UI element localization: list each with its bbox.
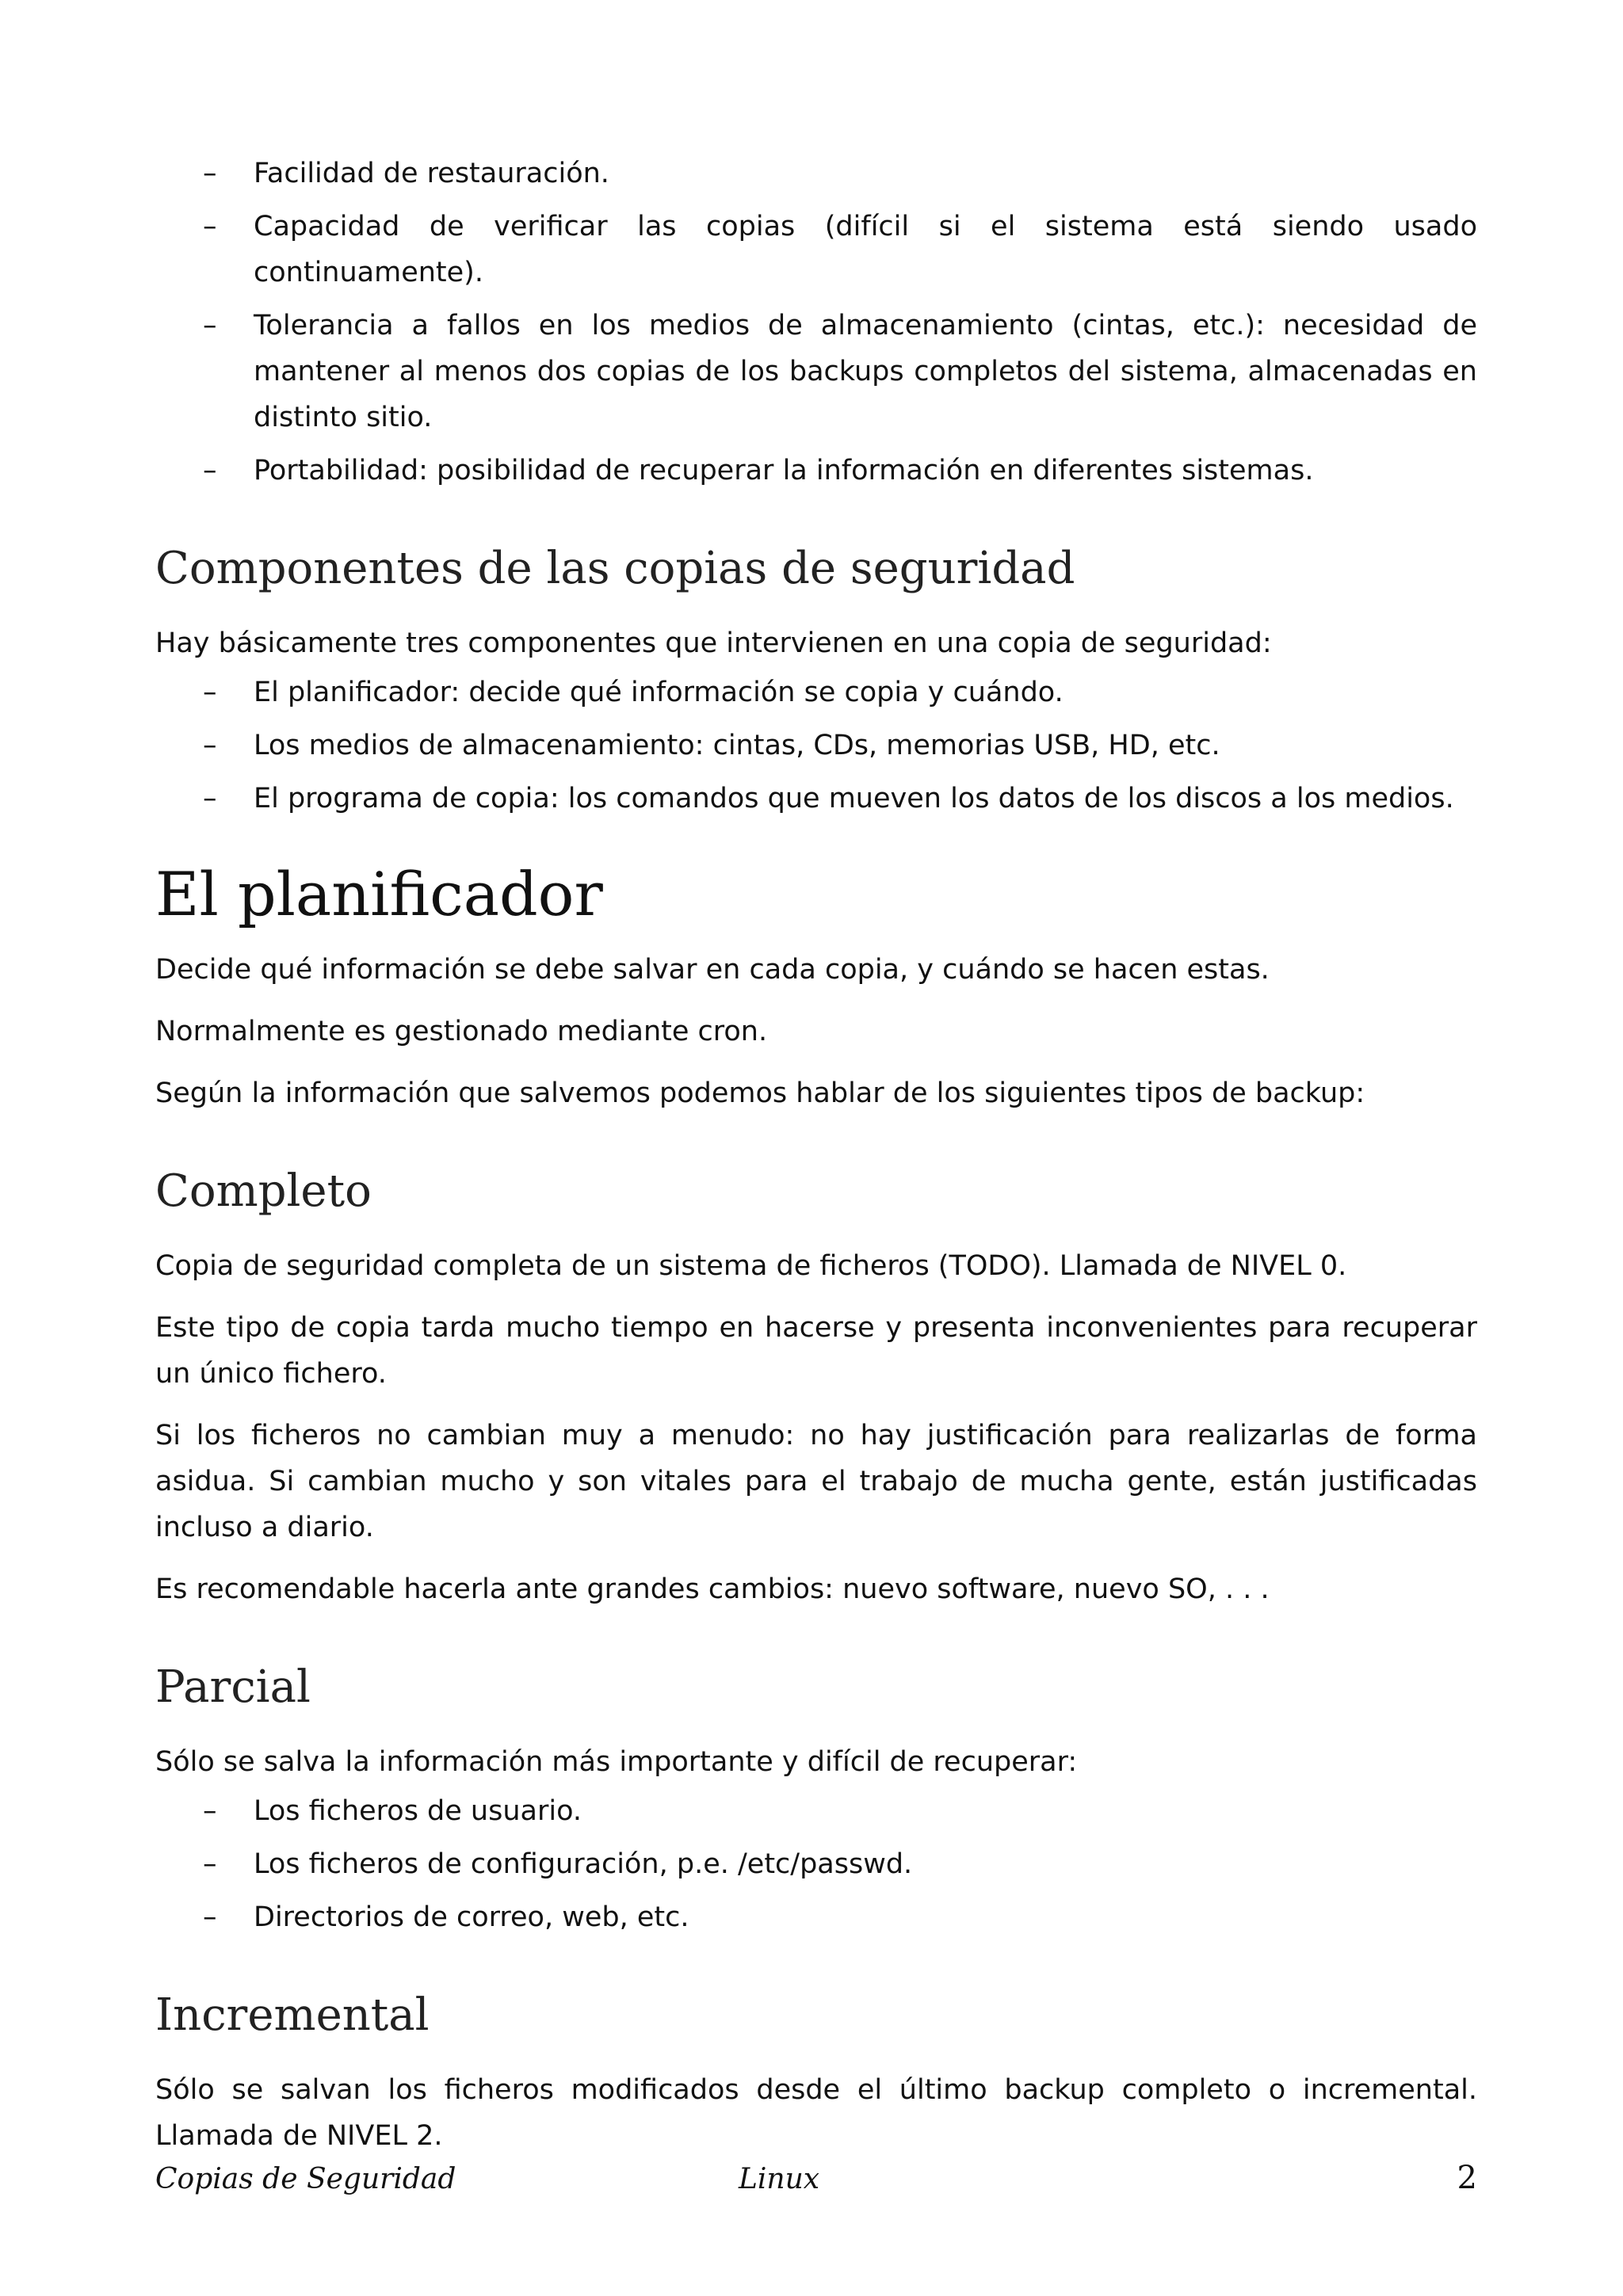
paragraph: Decide qué información se debe salvar en cada copia, y cuándo se hacen estas. <box>155 954 1270 986</box>
page-number: 2 <box>1457 2160 1477 2196</box>
list-item-text: Los ficheros de configuración, p.e. /etc/passwd. <box>254 1848 913 1880</box>
page-footer <box>155 2160 1477 2210</box>
list-dash: – <box>203 310 217 341</box>
paragraph: Es recomendable hacerla ante grandes cambios: nuevo software, nuevo SO, . . . <box>155 1573 1270 1605</box>
list-item-text: Tolerancia a fallos en los medios de almacenamiento (cintas, etc.): necesidad de mantener al menos dos copias de los backups completos del sistema, almacenadas en distinto sitio. <box>254 310 1477 433</box>
paragraph: Hay básicamente tres componentes que intervienen en una copia de seguridad: <box>155 627 1272 659</box>
list-dash: – <box>203 158 217 189</box>
list-item-text: Los medios de almacenamiento: cintas, CDs, memorias USB, HD, etc. <box>254 730 1220 761</box>
list-dash: – <box>203 1795 217 1827</box>
intro-list <box>155 151 1477 494</box>
footer-document-title: Copias de Seguridad <box>155 2163 456 2195</box>
paragraph: Normalmente es gestionado mediante cron. <box>155 1016 768 1047</box>
list-item-text: Directorios de correo, web, etc. <box>254 1901 689 1933</box>
paragraph: Este tipo de copia tarda mucho tiempo en hacerse y presenta inconvenientes para recuperar un único fichero. <box>155 1312 1477 1390</box>
paragraph: Sólo se salva la información más importante y difícil de recuperar: <box>155 1746 1078 1778</box>
list-dash: – <box>203 677 217 708</box>
paragraph: Copia de seguridad completa de un sistema de ficheros (TODO). Llamada de NIVEL 0. <box>155 1250 1347 1282</box>
list-item <box>155 204 1477 296</box>
list-item-text: Capacidad de verificar las copias (difícil si el sistema está siendo usado continuamente). <box>254 211 1477 288</box>
list-item <box>155 448 1477 494</box>
list-item <box>155 1788 1477 1834</box>
section-heading-completo: Completo <box>155 1165 372 1217</box>
chapter-heading-planificador: El planificador <box>155 859 603 929</box>
componentes-list <box>155 669 1477 822</box>
paragraph: Sólo se salvan los ficheros modificados desde el último backup completo o incremental. Llamada de NIVEL 2. <box>155 2074 1477 2152</box>
list-item <box>155 776 1477 822</box>
list-dash: – <box>203 730 217 761</box>
list-item-text: El planificador: decide qué información se copia y cuándo. <box>254 677 1064 708</box>
section-heading-parcial: Parcial <box>155 1661 311 1713</box>
list-dash: – <box>203 211 217 242</box>
paragraph: Si los ficheros no cambian muy a menudo: no hay justificación para realizarlas de forma asidua. Si cambian mucho y son vitales para el trabajo de mucha gente, están justificadas incluso a diario. <box>155 1420 1477 1543</box>
list-item-text: Portabilidad: posibilidad de recuperar la información en diferentes sistemas. <box>254 455 1314 486</box>
section-heading-componentes: Componentes de las copias de seguridad <box>155 543 1075 594</box>
list-dash: – <box>203 1848 217 1880</box>
parcial-list <box>155 1788 1477 1940</box>
list-item <box>155 1841 1477 1887</box>
list-item <box>155 669 1477 715</box>
list-item <box>155 723 1477 769</box>
list-dash: – <box>203 783 217 814</box>
list-item <box>155 1894 1477 1940</box>
paragraph: Según la información que salvemos podemos hablar de los siguientes tipos de backup: <box>155 1077 1365 1109</box>
document-page <box>155 151 1477 2175</box>
footer-subject: Linux <box>739 2163 820 2195</box>
list-dash: – <box>203 455 217 486</box>
section-heading-incremental: Incremental <box>155 1989 430 2041</box>
list-item-text: Facilidad de restauración. <box>254 158 609 189</box>
list-item-text: El programa de copia: los comandos que mueven los datos de los discos a los medios. <box>254 783 1454 814</box>
list-item <box>155 151 1477 196</box>
list-dash: – <box>203 1901 217 1933</box>
list-item-text: Los ficheros de usuario. <box>254 1795 582 1827</box>
list-item <box>155 303 1477 441</box>
